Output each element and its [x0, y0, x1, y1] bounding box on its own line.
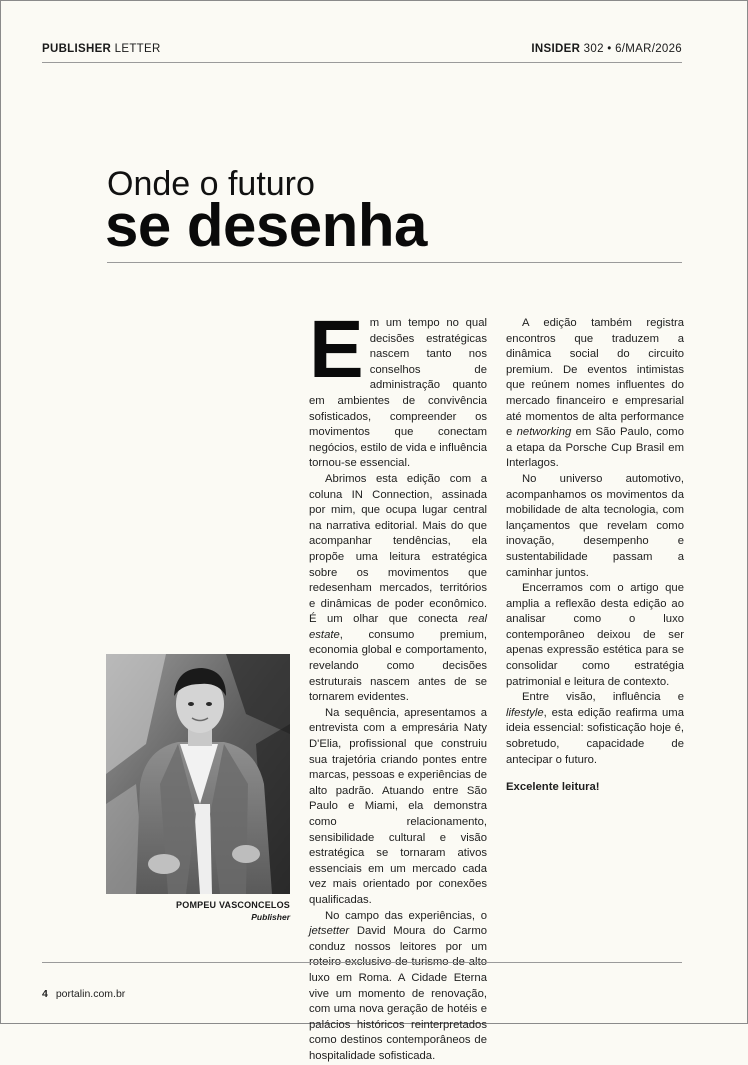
drop-cap: E — [309, 304, 364, 395]
footer-rule — [42, 962, 682, 963]
paragraph-1 — [309, 304, 487, 472]
issue-label — [531, 43, 682, 55]
paragraph-3: Na sequência, apresentamos a entrevista com a empresária Naty D'Elia, profissional que construiu sua trajetória criando pontes entre marcas, pessoas e experiências de alto padrão. Atuando entre São Paulo e Miami, ela demonstra como relacionamento, sensibilidade cultural e visão estratégica se tornaram ativos essenciais em um mercado cada vez mais orientado por conexões qualificadas. — [309, 706, 487, 906]
site-link[interactable]: portalin.com.br — [55, 988, 126, 1000]
footer — [42, 988, 125, 1000]
paragraph-8: Entre visão, influência e lifestyle, esta edição reafirma uma ideia essencial: sofisticação hoje é, sobretudo, capacidade de antecipar o futuro. — [506, 691, 684, 766]
body-column-left — [309, 304, 488, 1065]
page-number: 4 — [42, 988, 48, 1000]
photo-caption-name: POMPEU VASCONCELOS — [176, 900, 290, 910]
section-label-bold: PUBLISHER — [42, 43, 112, 55]
paragraph-7: Encerramos com o artigo que amplia a reflexão desta edição ao analisar como o luxo contemporâneo deixou de ser apenas expressão estética para se consolidar como estratégia patrimonial e leitura de contexto. — [506, 582, 684, 688]
headline-line-1: Onde o futuro — [107, 165, 315, 203]
paragraph-1-text: m um tempo no qual decisões estratégicas nascem tanto nos conselhos de administração quanto em ambientes de convivência sofisticados, compreender os movimentos que conectam negócios, estilo de vida e influência tornou-se essencial. — [309, 317, 487, 470]
magazine-name: INSIDER — [531, 43, 581, 55]
running-head — [42, 40, 682, 58]
title-rule — [107, 262, 682, 263]
headline-line-2: se desenha — [105, 192, 427, 259]
paragraph-5: A edição também registra encontros que traduzem a dinâmica social do circuito premium. De eventos intimistas que reúnem nomes influentes do mercado financeiro e empresarial até momentos de alta performance e networking em São Paulo, como a etapa da Porsche Cup Brasil em Interlagos. — [506, 317, 685, 470]
emphasis: real estate — [309, 613, 487, 641]
section-label-rest: LETTER — [114, 43, 161, 55]
photo-caption-role: Publisher — [251, 912, 290, 922]
emphasis: jetsetter — [309, 925, 350, 938]
paragraph-6: No universo automotivo, acompanhamos os movimentos da mobilidade de alta tecnologia, com lançamentos que revelam como inovação, desempenho e sustentabilidade passam a caminhar juntos. — [506, 472, 684, 579]
paragraph-2: Abrimos esta edição com a coluna IN Connection, assinada por mim, que ocupa lugar central na narrativa editorial. Mais do que acompanhar tendências, ela propõe uma leitura estratégica sobre os movimentos que redesenham mercados, territórios e dinâmicas de poder econômico. É um olhar que conecta real estate, consumo premium, economia global e comportamento, revelando como decisões estruturais nascem antes de se tornarem evidentes. — [309, 472, 487, 704]
closing-line: Excelente leitura! — [506, 781, 600, 794]
header-rule — [42, 62, 682, 63]
paragraph-4: No campo das experiências, o jetsetter David Moura do Carmo conduz nossos leitores por um roteiro exclusivo de turismo de alto luxo em Roma. A Cidade Eterna vive um momento de renovação, com uma nova geração de hotéis e palácios históricos reinterpretados como destinos contemporâneos de hospitalidade sofisticada. — [309, 909, 488, 1062]
emphasis: lifestyle — [506, 706, 544, 719]
publisher-photo — [106, 654, 290, 894]
emphasis: networking — [516, 426, 572, 439]
body-column-right — [506, 316, 684, 796]
section-label — [42, 43, 161, 55]
issue-info: 302 • 6/MAR/2026 — [583, 43, 682, 55]
